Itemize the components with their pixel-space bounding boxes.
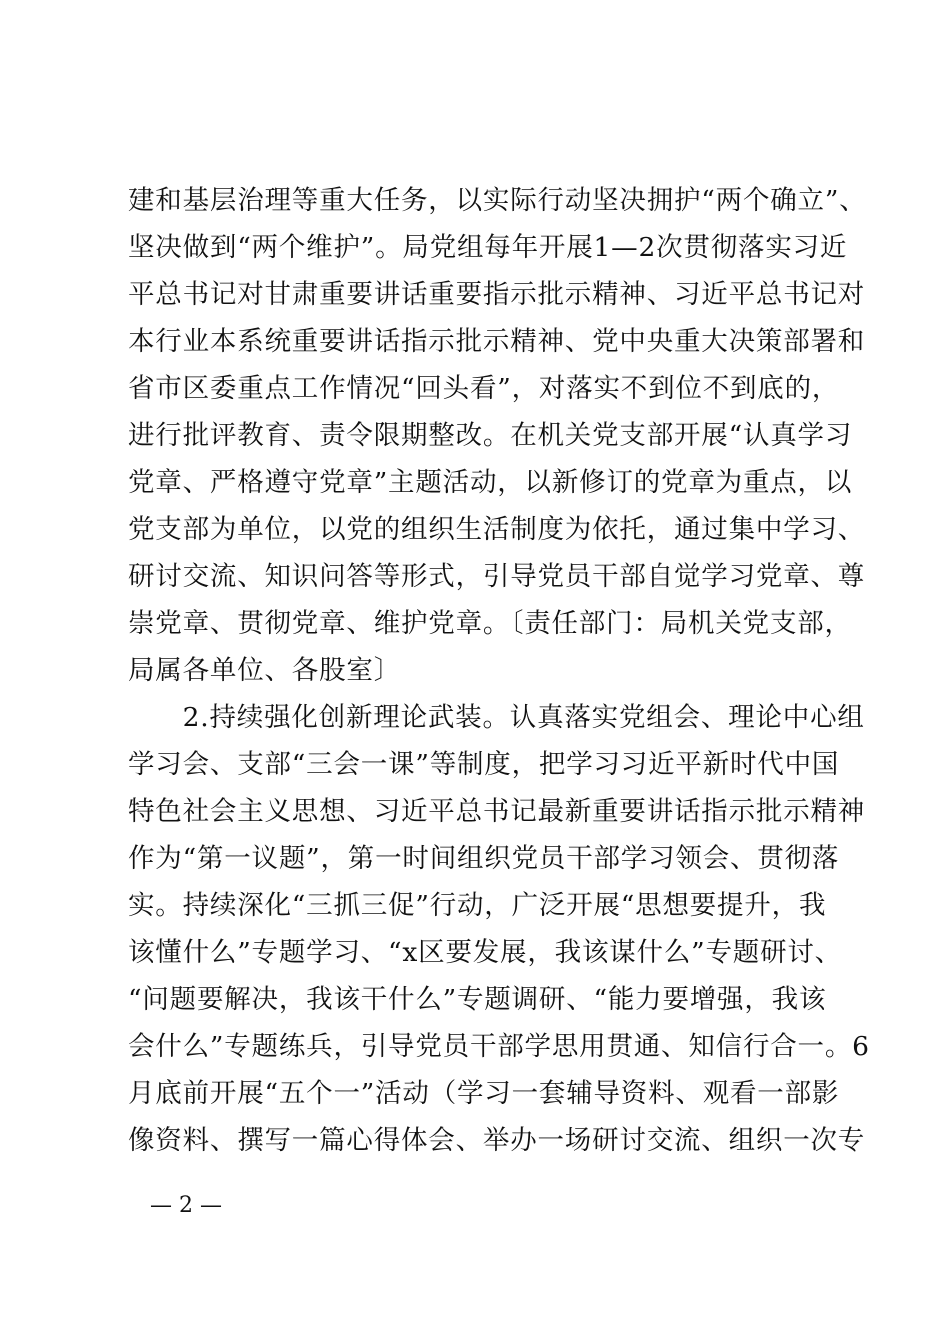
text-line: 本行业本系统重要讲话指示批示精神、党中央重大决策部署和 bbox=[128, 326, 866, 357]
text-line: 特色社会主义思想、习近平总书记最新重要讲话指示批示精神 bbox=[128, 796, 866, 827]
text-line: 学习会、支部“三会一课”等制度，把学习习近平新时代中国 bbox=[128, 749, 840, 780]
text-line: 局属各单位、各股室〕 bbox=[128, 655, 401, 686]
text-line: 平总书记对甘肃重要讲话重要指示批示精神、习近平总书记对 bbox=[128, 279, 866, 310]
text-line: 崇党章、贯彻党章、维护党章。〔责任部门：局机关党支部， bbox=[128, 608, 852, 639]
text-line: 研讨交流、知识问答等形式，引导党员干部自觉学习党章、尊 bbox=[128, 561, 866, 592]
body-text bbox=[128, 181, 870, 1168]
paragraph-heading-line: 2.持续强化创新理论武装。认真落实党组会、理论中心组 bbox=[128, 702, 865, 733]
text-line: 会什么”专题练兵，引导党员干部学思用贯通、知信行合一。6 bbox=[128, 1031, 870, 1062]
text-line: “问题要解决，我该干什么”专题调研、“能力要增强，我该 bbox=[128, 984, 827, 1015]
text-line: 坚决做到“两个维护”。局党组每年开展1—2次贯彻落实习近 bbox=[128, 232, 848, 263]
page-number: — 2 — bbox=[150, 1193, 222, 1218]
text-line: 省市区委重点工作情况“回头看”，对落实不到位不到底的， bbox=[128, 373, 840, 404]
text-line: 建和基层治理等重大任务，以实际行动坚决拥护“两个确立”、 bbox=[128, 185, 867, 216]
text-line: 党支部为单位，以党的组织生活制度为依托，通过集中学习、 bbox=[128, 514, 866, 545]
text-line: 党章、严格遵守党章”主题活动，以新修订的党章为重点，以 bbox=[128, 467, 853, 498]
text-line: 月底前开展“五个一”活动（学习一套辅导资料、观看一部影 bbox=[128, 1078, 840, 1109]
text-line: 作为“第一议题”，第一时间组织党员干部学习领会、贯彻落 bbox=[128, 843, 840, 874]
text-line: 像资料、撰写一篇心得体会、举办一场研讨交流、组织一次专 bbox=[128, 1125, 866, 1156]
text-line: 进行批评教育、责令限期整改。在机关党支部开展“认真学习 bbox=[128, 420, 853, 451]
text-line: 实。持续深化“三抓三促”行动，广泛开展“思想要提升，我 bbox=[128, 890, 827, 921]
text-line: 该懂什么”专题学习、“x区要发展，我该谋什么”专题研讨、 bbox=[128, 937, 842, 968]
